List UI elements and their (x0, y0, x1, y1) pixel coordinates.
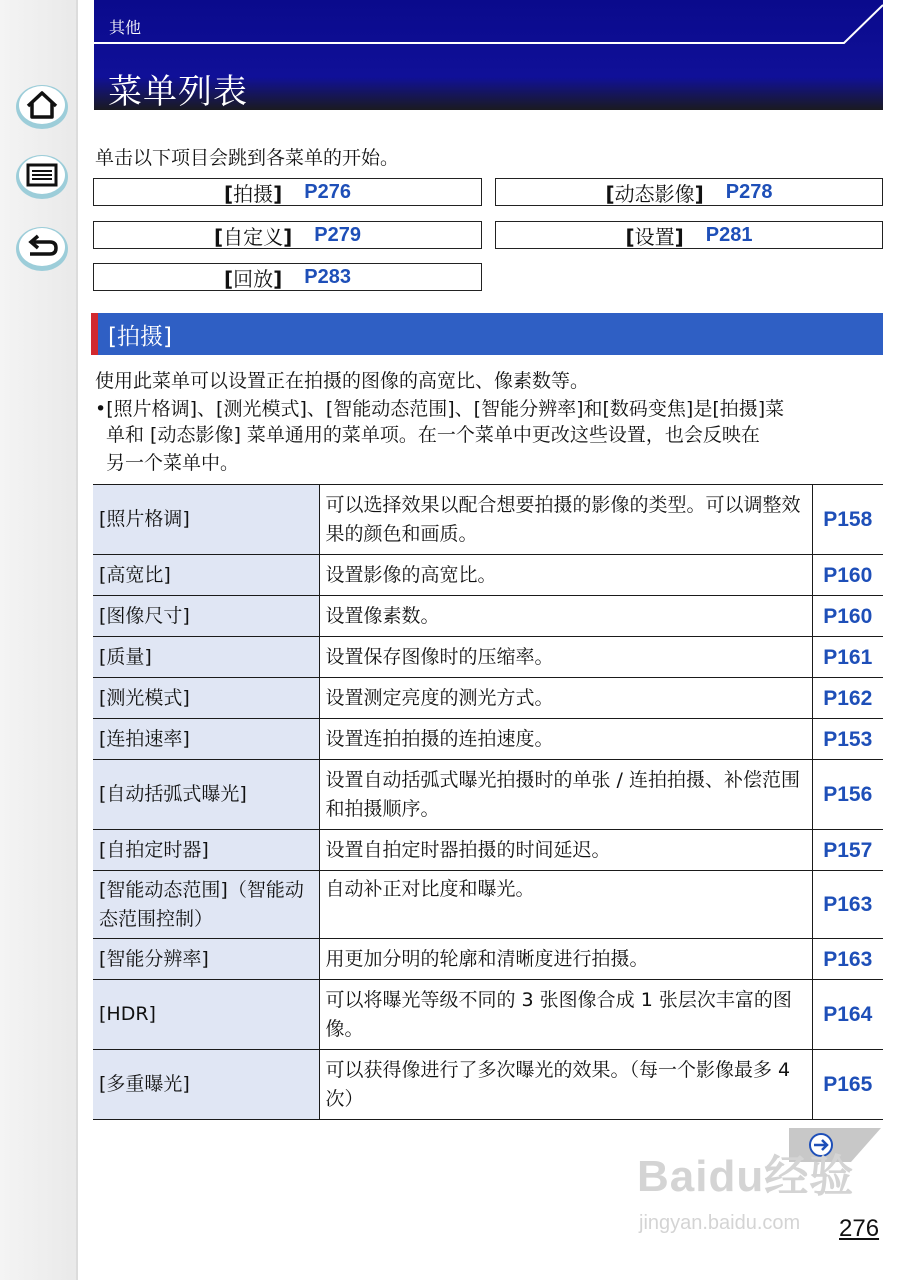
menu-item-desc: 设置影像的高宽比。 (319, 555, 812, 596)
menu-item-desc: 设置测定亮度的测光方式。 (319, 678, 812, 719)
menu-item-page-link[interactable]: P160 (812, 596, 883, 637)
menu-item-desc: 设置自拍定时器拍摄的时间延迟。 (319, 830, 812, 871)
menu-item-desc: 可以获得像进行了多次曝光的效果。（每一个影像最多 4 次） (319, 1050, 812, 1120)
table-row (93, 485, 883, 555)
menu-item-page-link[interactable]: P165 (812, 1050, 883, 1120)
link-setup-menu[interactable] (495, 221, 883, 249)
menu-item-name: [自拍定时器] (93, 830, 319, 871)
watermark-url: jingyan.baidu.com (639, 1212, 801, 1234)
table-row (93, 637, 883, 678)
menu-item-name: [智能动态范围]（智能动态范围控制） (93, 871, 319, 939)
page-title: 菜单列表 (108, 72, 248, 110)
menu-item-name: [照片格调] (93, 485, 319, 555)
menu-item-desc: 设置连拍拍摄的连拍速度。 (319, 719, 812, 760)
breadcrumb: 其他 (109, 18, 142, 37)
note-line: 另一个菜单中。 (106, 452, 240, 474)
table-row (93, 939, 883, 980)
link-motion-picture-menu[interactable] (495, 178, 883, 206)
menu-item-page-link[interactable]: P162 (812, 678, 883, 719)
menu-item-page-link[interactable]: P164 (812, 980, 883, 1050)
note-line: 单和 [动态影像] 菜单通用的菜单项。在一个菜单中更改这些设置，也会反映在 (106, 424, 760, 446)
menu-item-name: [高宽比] (93, 555, 319, 596)
menu-item-name: [测光模式] (93, 678, 319, 719)
menu-list-button[interactable] (14, 150, 70, 200)
link-label: [ 设置 ] (626, 221, 684, 250)
table-row (93, 760, 883, 830)
menu-item-desc: 设置像素数。 (319, 596, 812, 637)
menu-item-name: [自动括弧式曝光] (93, 760, 319, 830)
link-shooting-menu[interactable] (93, 178, 482, 206)
menu-item-desc: 可以选择效果以配合想要拍摄的影像的类型。可以调整效果的颜色和画质。 (319, 485, 812, 555)
table-row (93, 719, 883, 760)
link-label: [ 动态影像 ] (606, 178, 704, 207)
menu-item-page-link[interactable]: P156 (812, 760, 883, 830)
menu-item-name: [HDR] (93, 980, 319, 1050)
link-playback-menu[interactable] (93, 263, 482, 291)
menu-item-name: [智能分辨率] (93, 939, 319, 980)
menu-item-page-link[interactable]: P163 (812, 939, 883, 980)
menu-item-desc: 设置保存图像时的压缩率。 (319, 637, 812, 678)
note-line: •[照片格调]、[测光模式]、[智能动态范围]、[智能分辨率]和[数码变焦]是[拍摄]菜 (95, 398, 785, 420)
link-page: P283 (304, 265, 351, 288)
home-icon (14, 80, 70, 130)
watermark-logo: Baidu经验 (637, 1152, 855, 1201)
table-row (93, 555, 883, 596)
section-description: 使用此菜单可以设置正在拍摄的图像的高宽比、像素数等。 (95, 370, 590, 392)
menu-item-page-link[interactable]: P153 (812, 719, 883, 760)
link-page: P281 (705, 223, 753, 246)
menu-list-icon (14, 150, 70, 200)
link-page: P276 (304, 180, 351, 203)
menu-item-page-link[interactable]: P160 (812, 555, 883, 596)
menu-item-page-link[interactable]: P161 (812, 637, 883, 678)
menu-item-desc: 自动补正对比度和曝光。 (319, 871, 812, 939)
page-header (94, 0, 883, 110)
link-label: [ 拍摄 ] (224, 178, 282, 207)
menu-item-name: [连拍速率] (93, 719, 319, 760)
table-row (93, 678, 883, 719)
link-label: [ 自定义 ] (214, 221, 292, 250)
table-row (93, 980, 883, 1050)
menu-item-page-link[interactable]: P163 (812, 871, 883, 939)
table-row (93, 596, 883, 637)
link-label: [ 回放 ] (224, 263, 282, 292)
sidebar-divider (76, 0, 78, 1280)
home-button[interactable] (14, 80, 70, 130)
intro-text: 单击以下项目会跳到各菜单的开始。 (95, 147, 400, 169)
menu-item-name: [质量] (93, 637, 319, 678)
menu-item-desc: 可以将曝光等级不同的 3 张图像合成 1 张层次丰富的图像。 (319, 980, 812, 1050)
menu-item-page-link[interactable]: P157 (812, 830, 883, 871)
section-header (91, 313, 883, 355)
menu-item-name: [多重曝光] (93, 1050, 319, 1120)
menu-item-desc: 用更加分明的轮廓和清晰度进行拍摄。 (319, 939, 812, 980)
menu-item-desc: 设置自动括弧式曝光拍摄时的单张 / 连拍拍摄、补偿范围和拍摄顺序。 (319, 760, 812, 830)
menu-item-name: [图像尺寸] (93, 596, 319, 637)
link-page: P279 (314, 223, 361, 246)
page-number: 276 (839, 1215, 880, 1242)
section-title: [拍摄] (108, 324, 172, 350)
menu-item-page-link[interactable]: P158 (812, 485, 883, 555)
link-page: P278 (725, 180, 773, 203)
back-icon (14, 222, 70, 272)
table-row (93, 830, 883, 871)
table-row (93, 871, 883, 939)
link-custom-menu[interactable] (93, 221, 482, 249)
table-row (93, 1050, 883, 1120)
menu-table (93, 484, 883, 1120)
back-button[interactable] (14, 222, 70, 272)
